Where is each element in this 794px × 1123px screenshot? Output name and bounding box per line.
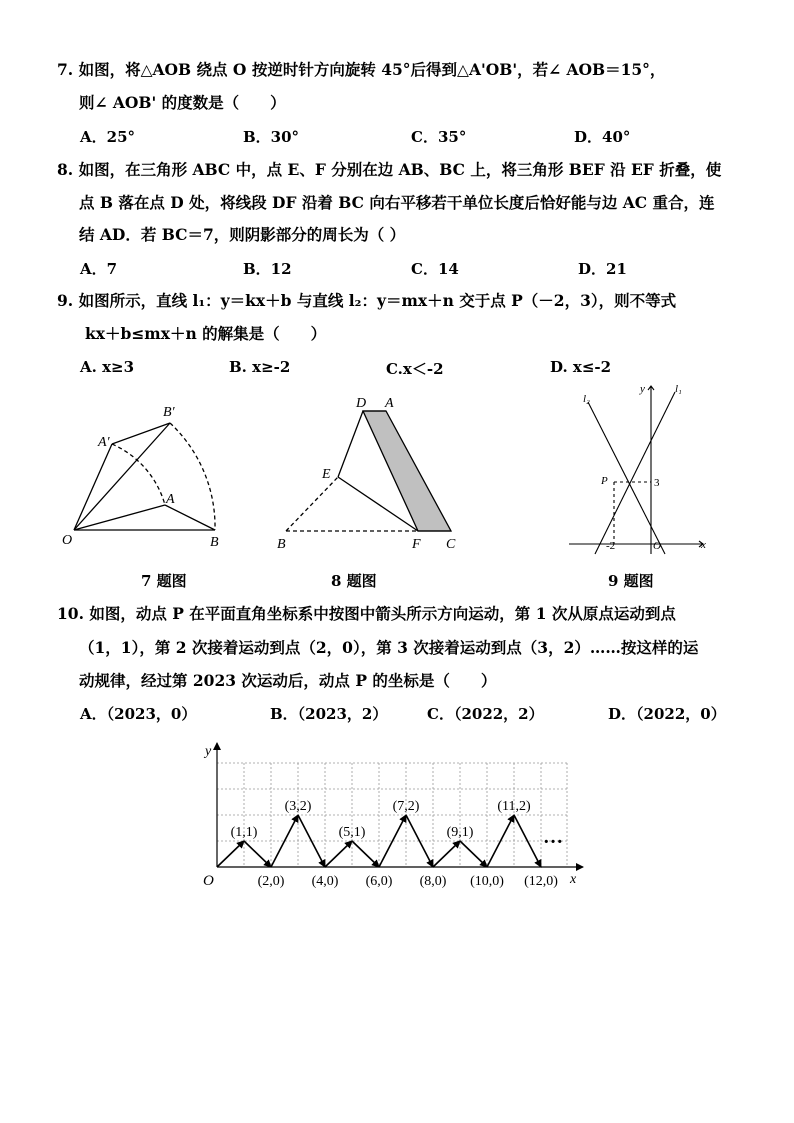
q7-option-d[interactable]: D．40° xyxy=(574,128,631,146)
fig9-caption: 9 题图 xyxy=(608,572,654,590)
figure-8 xyxy=(268,388,468,558)
q9-line1: 9. 如图所示，直线 l₁：y＝kx＋b 与直线 l₂：y＝mx＋n 交于点 P（－2，3），则不等式 xyxy=(57,291,677,310)
q8-option-c[interactable]: C．14 xyxy=(411,260,459,278)
fig8-seg-de xyxy=(338,411,363,477)
fig9-label-neg2: -2 xyxy=(606,540,616,552)
fig7-seg-oa xyxy=(74,505,165,530)
q9-line2: kx＋b≤mx＋n 的解集是（ ） xyxy=(85,324,327,343)
figure-9 xyxy=(555,376,715,556)
q10-option-a[interactable]: A．（2023，0） xyxy=(80,705,197,723)
fig10-ellipsis: … xyxy=(543,826,563,848)
q10-option-c[interactable]: C．（2022，2） xyxy=(427,705,544,723)
q9-option-a[interactable]: A. x≥3 xyxy=(80,358,135,376)
fig10-label-y: y xyxy=(205,744,212,759)
q7-option-b[interactable]: B．30° xyxy=(243,128,300,146)
q7-option-a[interactable]: A．25° xyxy=(80,128,136,146)
q10-line3: 动规律，经过第 2023 次运动后，动点 P 的坐标是（ ） xyxy=(79,671,497,690)
q7-line2: 则∠ AOB' 的度数是（ ） xyxy=(79,93,286,112)
fig8-caption: 8 题图 xyxy=(331,572,377,590)
fig7-label-b: B xyxy=(210,535,219,550)
q10-line2: （1，1），第 2 次接着运动到点（2，0），第 3 次接着运动到点（3，2）……按这样的运 xyxy=(79,638,699,657)
fig9-label-3: 3 xyxy=(654,477,660,489)
fig7-label-b-prime: B′ xyxy=(163,405,175,420)
fig7-arc-b xyxy=(170,423,215,530)
q8-option-d[interactable]: D．21 xyxy=(578,260,627,278)
fig10-bottom-label: (12,0) xyxy=(524,874,558,889)
fig10-top-label: (3,2) xyxy=(284,799,312,814)
fig7-caption: 7 题图 xyxy=(141,572,187,590)
q7-line1: 7. 如图，将△AOB 绕点 O 按逆时针方向旋转 45°后得到△A'OB'，若∠ AOB＝15°， xyxy=(57,60,666,79)
fig9-label-y: y xyxy=(640,383,645,395)
fig8-label-f: F xyxy=(412,537,421,552)
figure-7 xyxy=(60,396,240,556)
fig10-bottom-label: (10,0) xyxy=(470,874,504,889)
fig7-label-o: O xyxy=(62,533,73,548)
fig10-bottom-label: (8,0) xyxy=(419,874,447,889)
fig7-label-a: A xyxy=(166,492,175,507)
fig9-label-l1: l₁ xyxy=(675,383,682,395)
q8-line2: 点 B 落在点 D 处，将线段 DF 沿着 BC 向右平移若干单位长度后恰好能与边 AC 重合，连 xyxy=(79,193,715,212)
figure-10 xyxy=(195,735,595,895)
q9-option-d[interactable]: D. x≤-2 xyxy=(550,358,612,376)
fig9-label-l2: l₂ xyxy=(583,393,590,405)
fig8-shaded-region xyxy=(363,411,451,531)
fig10-bottom-label: (4,0) xyxy=(311,874,339,889)
fig7-seg-oa-prime xyxy=(74,444,112,530)
q7-option-c[interactable]: C．35° xyxy=(411,128,467,146)
fig10-top-label: (11,2) xyxy=(497,799,531,814)
fig10-top-label: (9,1) xyxy=(446,825,474,840)
q9-option-c[interactable]: C.x＜-2 xyxy=(386,360,444,378)
fig7-arc-a xyxy=(112,444,165,505)
fig9-line-l1 xyxy=(595,392,675,554)
fig7-label-a-prime: A′ xyxy=(98,435,110,450)
fig10-label-o: O xyxy=(203,873,214,889)
q10-option-b[interactable]: B．（2023，2） xyxy=(270,705,388,723)
q9-option-b[interactable]: B. x≥-2 xyxy=(229,358,291,376)
fig10-bottom-label: (6,0) xyxy=(365,874,393,889)
fig7-seg-ob-prime xyxy=(74,423,170,530)
fig8-label-e: E xyxy=(322,467,331,482)
q8-option-a[interactable]: A．7 xyxy=(80,260,118,278)
fig8-label-c: C xyxy=(446,537,456,552)
q8-line3: 结 AD．若 BC＝7，则阴影部分的周长为（ ） xyxy=(79,225,406,244)
fig8-label-d: D xyxy=(356,396,367,411)
fig8-label-a: A xyxy=(385,396,394,411)
fig9-label-p: P xyxy=(601,475,608,487)
fig8-seg-be xyxy=(286,477,338,531)
fig10-label-x: x xyxy=(570,872,577,887)
fig10-top-label: (5,1) xyxy=(338,825,366,840)
fig10-top-label: (1,1) xyxy=(230,825,258,840)
fig10-top-label: (7,2) xyxy=(392,799,420,814)
q8-option-b[interactable]: B．12 xyxy=(243,260,292,278)
fig8-label-b: B xyxy=(277,537,286,552)
q8-line1: 8. 如图，在三角形 ABC 中，点 E、F 分别在边 AB、BC 上，将三角形 BEF 沿 EF 折叠，使 xyxy=(57,160,722,179)
q10-line1: 10. 如图，动点 P 在平面直角坐标系中按图中箭头所示方向运动，第 1 次从原点运动到点 xyxy=(57,604,676,623)
fig9-label-x: x xyxy=(701,539,706,551)
fig10-bottom-label: (2,0) xyxy=(257,874,285,889)
fig9-label-o: O xyxy=(653,540,661,552)
q10-option-d[interactable]: D．（2022，0） xyxy=(608,705,726,723)
fig7-seg-ab xyxy=(165,505,215,530)
